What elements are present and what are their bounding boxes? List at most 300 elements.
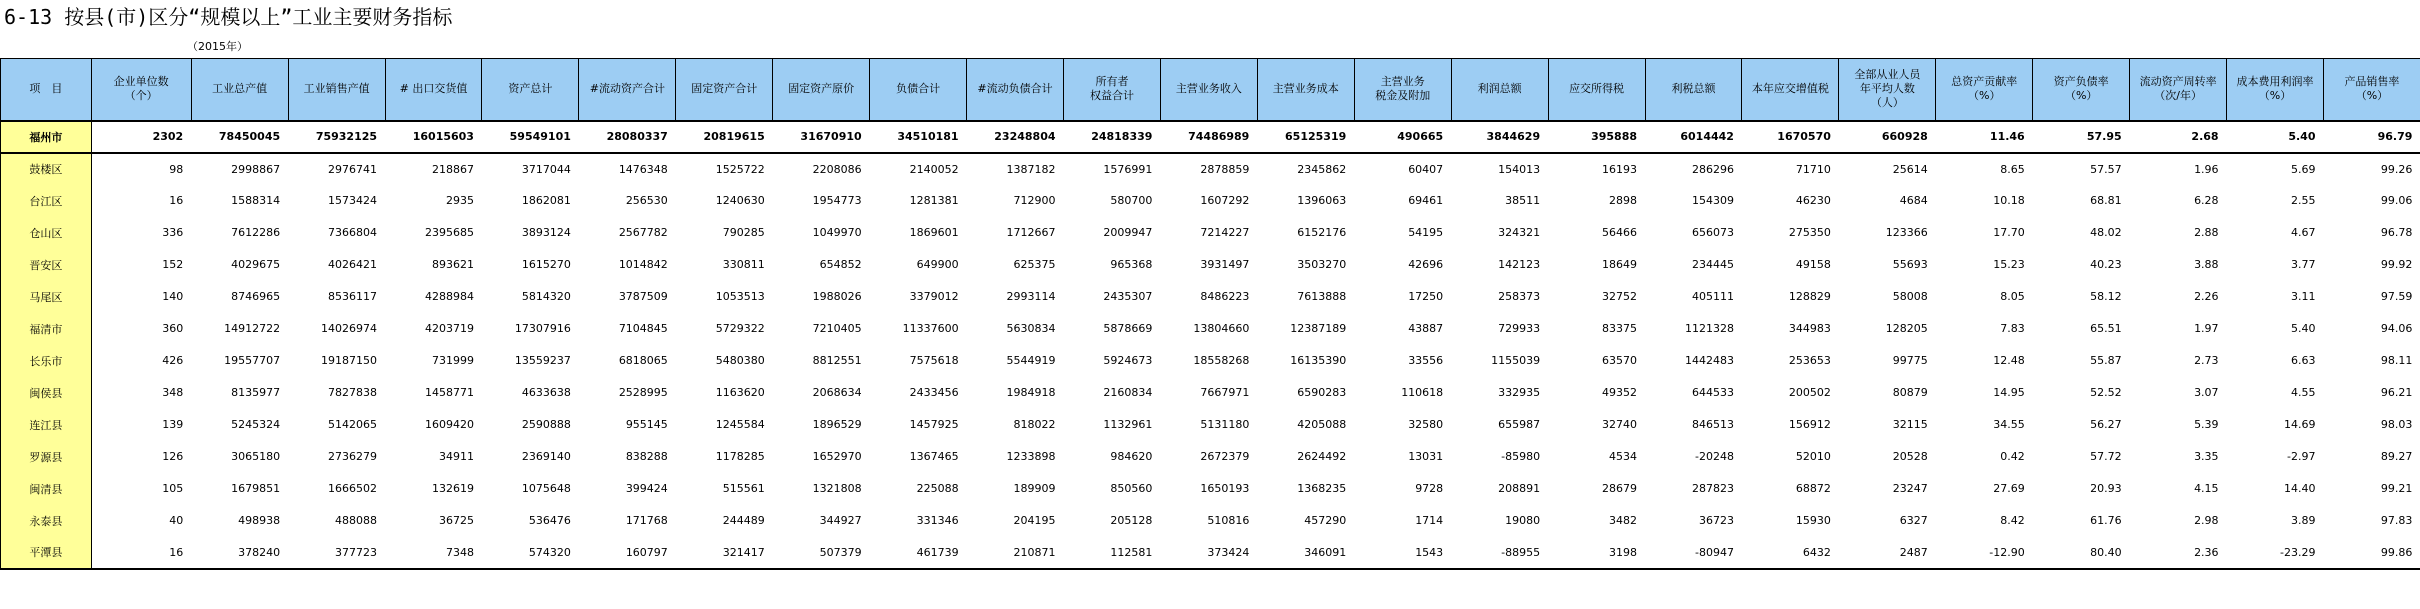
data-cell: 128829 <box>1788 290 1831 303</box>
total-row <box>1 121 2420 153</box>
data-cell: 65125319 <box>1257 121 1354 153</box>
data-cell: -2.97 <box>2287 450 2316 463</box>
data-cell: 154013 <box>1498 162 1541 176</box>
region-name: 长乐市 <box>1 345 92 377</box>
data-cell: 5.40 <box>2227 121 2324 153</box>
data-cell: 54195 <box>1408 226 1444 239</box>
data-cell: 1714 <box>1415 514 1444 527</box>
data-cell: 154309 <box>1691 194 1734 207</box>
data-cell: 5131180 <box>1200 418 1250 431</box>
table-row <box>1 313 2420 345</box>
data-cell: 97.83 <box>2380 514 2413 527</box>
data-cell: 189909 <box>1013 482 1056 495</box>
data-cell: 23247 <box>1892 482 1928 495</box>
data-cell: 3.88 <box>2194 258 2219 271</box>
data-cell: 654852 <box>819 258 862 271</box>
data-cell: 43887 <box>1408 322 1444 335</box>
data-cell: 126 <box>162 450 184 463</box>
data-cell: 34911 <box>438 450 474 463</box>
data-cell: 12387189 <box>1290 322 1347 335</box>
data-cell: -12.90 <box>1936 537 2033 569</box>
region-name: 马尾区 <box>1 281 92 313</box>
data-cell: 8486223 <box>1200 290 1250 303</box>
data-cell: 46230 <box>1795 194 1831 207</box>
data-cell: -23.29 <box>2227 537 2324 569</box>
region-name: 鼓楼区 <box>1 153 92 185</box>
data-cell: 2976741 <box>328 162 378 176</box>
data-cell: 27.69 <box>1993 482 2025 495</box>
data-cell: 2433456 <box>909 386 959 399</box>
column-header-5: 资产总计 <box>482 59 579 121</box>
column-header-8: 固定资产原价 <box>773 59 870 121</box>
data-cell: 49158 <box>1795 258 1831 271</box>
data-cell: 13804660 <box>1193 322 1250 335</box>
region-name: 台江区 <box>1 185 92 217</box>
data-cell: 324321 <box>1498 226 1541 239</box>
data-cell: 20.93 <box>2090 482 2122 495</box>
data-cell: 244489 <box>722 514 765 527</box>
data-cell: 2878859 <box>1200 162 1250 176</box>
column-header-0: 项 目 <box>1 59 92 121</box>
data-cell: 3065180 <box>231 450 281 463</box>
data-cell: 99.86 <box>2323 537 2420 569</box>
data-cell: 56466 <box>1602 226 1638 239</box>
data-cell: 234445 <box>1691 258 1734 271</box>
data-cell: 1321808 <box>812 482 862 495</box>
data-cell: 1588314 <box>231 194 281 207</box>
data-cell: 2528995 <box>618 386 668 399</box>
data-cell: 112581 <box>1064 537 1161 569</box>
data-cell: 8.05 <box>2000 290 2025 303</box>
data-cell: 16015603 <box>385 121 482 153</box>
page-title: 6-13 按县(市)区分“规模以上”工业主要财务指标 <box>4 5 453 29</box>
region-name: 福州市 <box>1 121 92 153</box>
data-cell: 5245324 <box>231 418 281 431</box>
data-cell: -20248 <box>1694 450 1734 463</box>
data-cell: 34.55 <box>1993 418 2025 431</box>
table-body <box>1 121 2420 569</box>
data-cell: 2993114 <box>1006 290 1056 303</box>
data-cell: 7366804 <box>328 226 378 239</box>
column-header-1: 企业单位数 （个） <box>91 59 191 121</box>
data-cell: 2140052 <box>909 162 959 176</box>
data-cell: 4203719 <box>424 322 474 335</box>
data-cell: 377723 <box>288 537 385 569</box>
data-cell: 1240630 <box>715 194 765 207</box>
data-cell: 1666502 <box>328 482 378 495</box>
data-cell: 7348 <box>385 537 482 569</box>
data-cell: 7210405 <box>812 322 862 335</box>
data-cell: 55693 <box>1892 258 1928 271</box>
data-cell: 3.89 <box>2290 514 2316 527</box>
data-cell: 3.07 <box>2194 386 2219 399</box>
data-cell: 1988026 <box>812 290 862 303</box>
data-cell: 1670570 <box>1742 121 1839 153</box>
data-cell: 2.98 <box>2194 514 2219 527</box>
data-cell: 660928 <box>1839 121 1936 153</box>
data-cell: 1458771 <box>424 386 474 399</box>
data-cell: 256530 <box>625 194 668 207</box>
data-cell: 1387182 <box>1006 162 1056 176</box>
data-cell: 40 <box>169 514 184 527</box>
data-cell: 16 <box>169 194 184 207</box>
column-header-9: 负债合计 <box>870 59 967 121</box>
data-cell: 644533 <box>1691 386 1734 399</box>
data-cell: 4.67 <box>2290 226 2316 239</box>
data-cell: 57.57 <box>2090 162 2122 176</box>
data-cell: 346091 <box>1257 537 1354 569</box>
data-cell: 1525722 <box>715 162 765 176</box>
table-row <box>1 153 2420 185</box>
data-cell: 94.06 <box>2380 322 2413 335</box>
data-cell: 378240 <box>191 537 288 569</box>
data-cell: 6432 <box>1742 537 1839 569</box>
data-cell: 19080 <box>1505 514 1541 527</box>
data-cell: 498938 <box>238 514 281 527</box>
data-cell: 74486989 <box>1160 121 1257 153</box>
data-cell: 4288984 <box>424 290 474 303</box>
data-cell: 204195 <box>1013 514 1056 527</box>
data-cell: 33556 <box>1408 354 1444 367</box>
column-header-24: 产品销售率 （%） <box>2323 59 2420 121</box>
data-cell: 99.92 <box>2380 258 2413 271</box>
data-cell: 893621 <box>431 258 474 271</box>
data-cell: 58008 <box>1892 290 1928 303</box>
data-cell: 1607292 <box>1200 194 1250 207</box>
data-cell: 1053513 <box>715 290 765 303</box>
data-cell: 712900 <box>1013 194 1056 207</box>
data-cell: 1712667 <box>1006 226 1056 239</box>
data-cell: 395888 <box>1548 121 1645 153</box>
column-header-14: 主营业务 税金及附加 <box>1354 59 1451 121</box>
data-cell: 0.42 <box>2000 450 2025 463</box>
data-cell: 17.70 <box>1993 226 2025 239</box>
data-cell: 24818339 <box>1064 121 1161 153</box>
header-row <box>1 59 2420 121</box>
table-row <box>1 473 2420 505</box>
data-cell: 2.55 <box>2290 194 2316 207</box>
region-name: 罗源县 <box>1 441 92 473</box>
data-cell: 2.36 <box>2130 537 2227 569</box>
data-cell: 59549101 <box>482 121 579 153</box>
data-cell: 1075648 <box>521 482 571 495</box>
region-name: 仓山区 <box>1 217 92 249</box>
data-cell: 57.72 <box>2090 450 2122 463</box>
data-cell: 160797 <box>579 537 676 569</box>
data-cell: 818022 <box>1013 418 1056 431</box>
data-cell: 98 <box>169 162 184 176</box>
column-header-12: 主营业务收入 <box>1160 59 1257 121</box>
data-cell: 28679 <box>1602 482 1638 495</box>
region-name: 晋安区 <box>1 249 92 281</box>
data-cell: 32580 <box>1408 418 1444 431</box>
data-cell: 984620 <box>1110 450 1153 463</box>
data-cell: 23248804 <box>967 121 1064 153</box>
table-row <box>1 377 2420 409</box>
data-cell: 6152176 <box>1297 226 1347 239</box>
column-header-10: #流动负债合计 <box>967 59 1064 121</box>
data-cell: 1368235 <box>1297 482 1347 495</box>
data-cell: 1132961 <box>1103 418 1153 431</box>
data-cell: 5630834 <box>1006 322 1056 335</box>
column-header-2: 工业总产值 <box>191 59 288 121</box>
data-cell: 99.06 <box>2380 194 2413 207</box>
data-cell: 15930 <box>1795 514 1831 527</box>
data-cell: 68.81 <box>2090 194 2122 207</box>
data-cell: 2068634 <box>812 386 862 399</box>
data-cell: 8.42 <box>2000 514 2025 527</box>
data-cell: 13559237 <box>514 354 571 367</box>
data-cell: 16193 <box>1602 162 1638 176</box>
data-cell: 2.68 <box>2130 121 2227 153</box>
data-cell: 955145 <box>625 418 668 431</box>
data-cell: 8.65 <box>2000 162 2025 176</box>
data-cell: 488088 <box>335 514 378 527</box>
data-cell: 3482 <box>1609 514 1638 527</box>
data-cell: 1457925 <box>909 418 959 431</box>
data-cell: 75932125 <box>288 121 385 153</box>
data-cell: 52.52 <box>2090 386 2122 399</box>
data-cell: 2672379 <box>1200 450 1250 463</box>
data-cell: 57.95 <box>2033 121 2130 153</box>
region-name: 福清市 <box>1 313 92 345</box>
region-name: 闽清县 <box>1 473 92 505</box>
data-cell: 1576991 <box>1103 162 1153 176</box>
data-cell: 1442483 <box>1684 354 1734 367</box>
data-cell: 31670910 <box>773 121 870 153</box>
data-cell: 3931497 <box>1200 258 1250 271</box>
column-header-7: 固定资产合计 <box>676 59 773 121</box>
data-cell: 2898 <box>1609 194 1638 207</box>
data-cell: 330811 <box>722 258 765 271</box>
data-cell: 656073 <box>1691 226 1734 239</box>
data-cell: 2567782 <box>618 226 668 239</box>
table-row <box>1 441 2420 473</box>
data-cell: 5544919 <box>1006 354 1056 367</box>
data-cell: 17250 <box>1408 290 1444 303</box>
data-cell: 258373 <box>1498 290 1541 303</box>
data-cell: 3787509 <box>618 290 668 303</box>
column-header-15: 利润总额 <box>1451 59 1548 121</box>
data-cell: 373424 <box>1160 537 1257 569</box>
data-cell: 14.95 <box>1993 386 2025 399</box>
data-cell: 105 <box>162 482 184 495</box>
data-cell: 287823 <box>1691 482 1734 495</box>
data-cell: 5814320 <box>521 290 571 303</box>
data-cell: 97.59 <box>2380 290 2413 303</box>
data-cell: 2487 <box>1839 537 1936 569</box>
table-row <box>1 281 2420 313</box>
data-cell: 19187150 <box>321 354 378 367</box>
data-cell: 7.83 <box>2000 322 2025 335</box>
data-cell: 7827838 <box>328 386 378 399</box>
column-header-13: 主营业务成本 <box>1257 59 1354 121</box>
data-cell: 32752 <box>1602 290 1638 303</box>
table-row <box>1 537 2420 569</box>
data-cell: 1.97 <box>2194 322 2219 335</box>
data-cell: 210871 <box>967 537 1064 569</box>
data-cell: 110618 <box>1401 386 1444 399</box>
data-cell: 139 <box>162 418 184 431</box>
data-cell: 4026421 <box>328 258 378 271</box>
data-cell: 4.15 <box>2194 482 2219 495</box>
data-cell: 42696 <box>1408 258 1444 271</box>
data-cell: 321417 <box>676 537 773 569</box>
data-cell: 507379 <box>773 537 870 569</box>
data-cell: 4029675 <box>231 258 281 271</box>
data-cell: 8536117 <box>328 290 378 303</box>
data-cell: 32740 <box>1602 418 1638 431</box>
data-cell: 16135390 <box>1290 354 1347 367</box>
data-cell: 1155039 <box>1491 354 1541 367</box>
data-cell: 2.88 <box>2194 226 2219 239</box>
data-cell: 99.21 <box>2380 482 2413 495</box>
data-cell: 140 <box>162 290 184 303</box>
data-cell: 1609420 <box>424 418 474 431</box>
data-cell: 80879 <box>1892 386 1928 399</box>
table-row <box>1 217 2420 249</box>
data-cell: 71710 <box>1795 162 1831 176</box>
data-cell: 78450045 <box>191 121 288 153</box>
data-cell: 399424 <box>625 482 668 495</box>
data-cell: 2208086 <box>812 162 862 176</box>
data-cell: 1178285 <box>715 450 765 463</box>
region-name: 连江县 <box>1 409 92 441</box>
data-cell: 348 <box>162 386 184 399</box>
data-cell: 2998867 <box>231 162 281 176</box>
data-cell: 461739 <box>870 537 967 569</box>
data-cell: 60407 <box>1408 162 1444 176</box>
data-cell: 225088 <box>916 482 959 495</box>
data-cell: 344983 <box>1788 322 1831 335</box>
data-cell: 2.73 <box>2194 354 2219 367</box>
data-cell: 6014442 <box>1645 121 1742 153</box>
data-cell: 28080337 <box>579 121 676 153</box>
table-row <box>1 249 2420 281</box>
data-cell: 208891 <box>1498 482 1541 495</box>
data-cell: 55.87 <box>2090 354 2122 367</box>
data-cell: 9728 <box>1415 482 1444 495</box>
table-row <box>1 345 2420 377</box>
data-cell: 96.78 <box>2380 226 2413 239</box>
data-cell: 32115 <box>1892 418 1928 431</box>
data-cell: 96.21 <box>2380 386 2413 399</box>
data-cell: 11337600 <box>902 322 959 335</box>
data-cell: 655987 <box>1498 418 1541 431</box>
column-header-20: 总资产贡献率 （%） <box>1936 59 2033 121</box>
data-cell: 731999 <box>431 354 474 367</box>
data-cell: 10.18 <box>1993 194 2025 207</box>
data-cell: 96.79 <box>2323 121 2420 153</box>
data-cell: 4205088 <box>1297 418 1347 431</box>
data-cell: 5924673 <box>1103 354 1153 367</box>
data-cell: 2935 <box>445 194 474 207</box>
data-cell: 2395685 <box>424 226 474 239</box>
data-cell: 36725 <box>438 514 474 527</box>
data-cell: 18649 <box>1602 258 1638 271</box>
data-cell: 336 <box>162 226 184 239</box>
data-cell: 25614 <box>1892 162 1928 176</box>
column-header-18: 本年应交增值税 <box>1742 59 1839 121</box>
data-cell: 360 <box>162 322 184 335</box>
data-cell: 574320 <box>482 537 579 569</box>
data-cell: 200502 <box>1788 386 1831 399</box>
data-cell: 8812551 <box>812 354 862 367</box>
data-cell: 510816 <box>1207 514 1250 527</box>
data-cell: 14.40 <box>2283 482 2316 495</box>
data-cell: 331346 <box>916 514 959 527</box>
data-cell: 65.51 <box>2090 322 2122 335</box>
data-cell: 1476348 <box>618 162 668 176</box>
data-cell: 17307916 <box>514 322 571 335</box>
data-cell: 69461 <box>1408 194 1444 207</box>
data-cell: 58.12 <box>2090 290 2122 303</box>
data-cell: 3379012 <box>909 290 959 303</box>
data-cell: 36723 <box>1698 514 1734 527</box>
data-cell: 625375 <box>1013 258 1056 271</box>
data-cell: 4633638 <box>521 386 571 399</box>
data-cell: 132619 <box>431 482 474 495</box>
data-cell: 3.11 <box>2290 290 2316 303</box>
data-cell: 142123 <box>1498 258 1541 271</box>
data-cell: -80947 <box>1645 537 1742 569</box>
data-cell: 8746965 <box>231 290 281 303</box>
data-cell: 218867 <box>431 162 474 176</box>
data-cell: 286296 <box>1691 162 1734 176</box>
column-header-23: 成本费用利润率 （%） <box>2227 59 2324 121</box>
data-cell: 344927 <box>819 514 862 527</box>
data-cell: 156912 <box>1788 418 1831 431</box>
data-cell: 7104845 <box>618 322 668 335</box>
data-cell: 6.28 <box>2194 194 2219 207</box>
table-row <box>1 185 2420 217</box>
data-cell: 1984918 <box>1006 386 1056 399</box>
data-cell: 1163620 <box>715 386 765 399</box>
data-cell: 63570 <box>1602 354 1638 367</box>
data-cell: 332935 <box>1498 386 1541 399</box>
data-cell: 253653 <box>1788 354 1831 367</box>
data-cell: 1121328 <box>1684 322 1734 335</box>
data-cell: 98.11 <box>2380 354 2413 367</box>
data-cell: 1.96 <box>2194 162 2219 176</box>
data-cell: 1573424 <box>328 194 378 207</box>
data-cell: 275350 <box>1788 226 1831 239</box>
table-row <box>1 409 2420 441</box>
data-cell: 1367465 <box>909 450 959 463</box>
data-cell: 7613888 <box>1297 290 1347 303</box>
data-cell: 3.77 <box>2290 258 2316 271</box>
data-cell: 3503270 <box>1297 258 1347 271</box>
data-cell: 34510181 <box>870 121 967 153</box>
data-cell: 1396063 <box>1297 194 1347 207</box>
data-cell: 20528 <box>1892 450 1928 463</box>
data-cell: 6818065 <box>618 354 668 367</box>
data-cell: 5878669 <box>1103 322 1153 335</box>
data-cell: 2302 <box>91 121 191 153</box>
data-cell: 52010 <box>1795 450 1831 463</box>
data-cell: 1014842 <box>618 258 668 271</box>
data-cell: 649900 <box>916 258 959 271</box>
data-cell: 16 <box>91 537 191 569</box>
data-cell: 98.03 <box>2380 418 2413 431</box>
data-cell: 19557707 <box>224 354 281 367</box>
data-cell: 61.76 <box>2090 514 2122 527</box>
data-cell: 5.39 <box>2194 418 2219 431</box>
data-cell: 83375 <box>1602 322 1638 335</box>
data-cell: 99775 <box>1892 354 1928 367</box>
data-cell: 2590888 <box>521 418 571 431</box>
region-name: 闽侯县 <box>1 377 92 409</box>
